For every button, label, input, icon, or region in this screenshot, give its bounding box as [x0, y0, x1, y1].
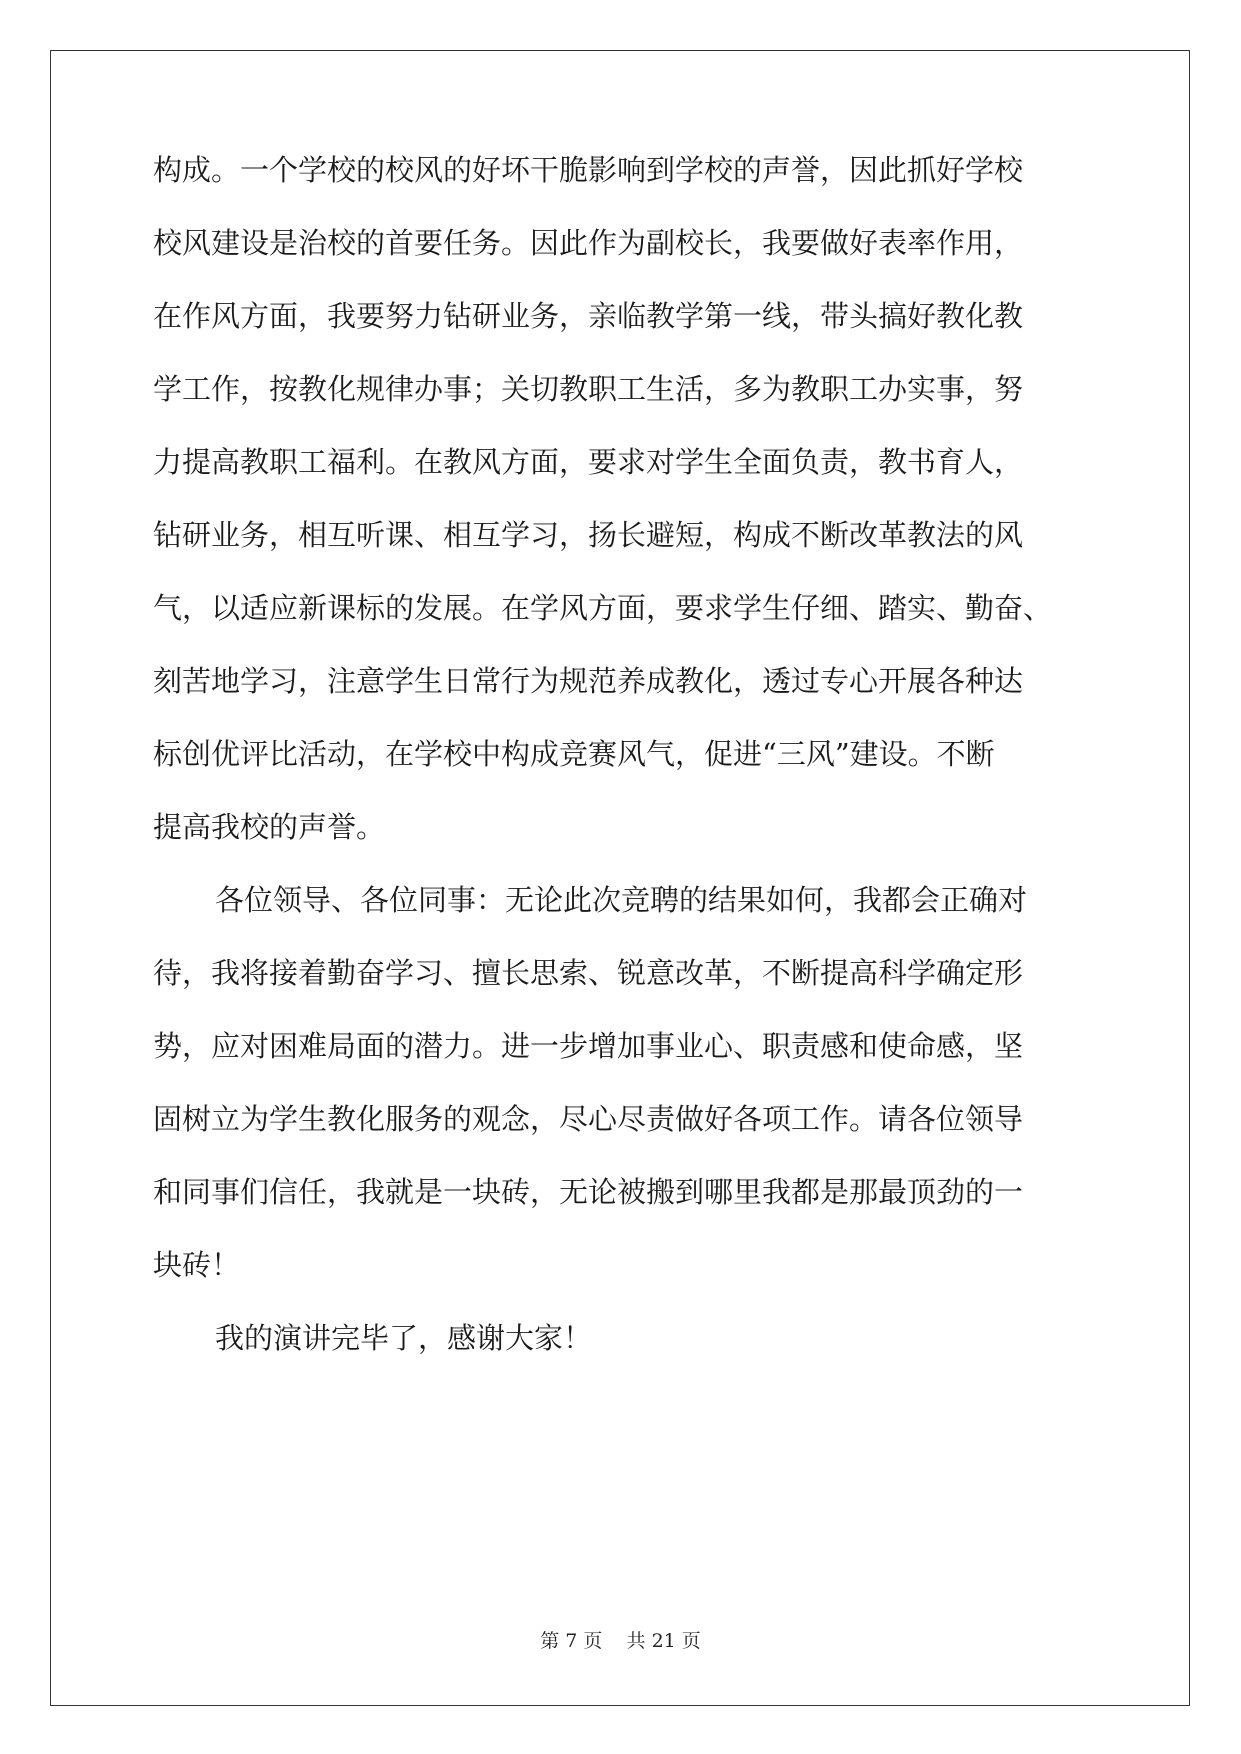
paragraph-line: 提高我校的声誉。	[153, 810, 386, 844]
paragraph-line: 块砖！	[153, 1248, 241, 1282]
paragraph-line: 力提高教职工福利。在教风方面，要求对学生全面负责，教书育人，	[153, 445, 1024, 479]
paragraph-line: 我的演讲完毕了，感谢大家！	[215, 1321, 593, 1355]
paragraph-line: 刻苦地学习，注意学生日常行为规范养成教化，透过专心开展各种达	[153, 664, 1024, 698]
paragraph-line: 构成。一个学校的校风的好坏干脆影响到学校的声誉，因此抓好学校	[153, 153, 1024, 187]
paragraph-line: 各位领导、各位同事：无论此次竞聘的结果如何，我都会正确对	[215, 883, 1028, 917]
paragraph-line: 待，我将接着勤奋学习、擅长思索、锐意改革，不断提高科学确定形	[153, 956, 1024, 990]
page-number-footer: 第 7 页 共 21 页	[540, 1630, 701, 1652]
paragraph-line: 和同事们信任，我就是一块砖，无论被搬到哪里我都是那最顶劲的一	[153, 1175, 1024, 1209]
paragraph-line: 钻研业务，相互听课、相互学习，扬长避短，构成不断改革教法的风	[153, 518, 1024, 552]
paragraph-line: 固树立为学生教化服务的观念，尽心尽责做好各项工作。请各位领导	[153, 1102, 1024, 1136]
paragraph-line: 气，以适应新课标的发展。在学风方面，要求学生仔细、踏实、勤奋、	[153, 591, 1053, 625]
paragraph-line: 势，应对困难局面的潜力。进一步增加事业心、职责感和使命感，坚	[153, 1029, 1024, 1063]
paragraph-line: 校风建设是治校的首要任务。因此作为副校长，我要做好表率作用，	[153, 226, 1024, 260]
paragraph-line: 标创优评比活动，在学校中构成竞赛风气，促进“三风”建设。不断	[153, 737, 995, 771]
paragraph-line: 学工作，按教化规律办事；关切教职工生活，多为教职工办实事，努	[153, 372, 1024, 406]
paragraph-line: 在作风方面，我要努力钻研业务，亲临教学第一线，带头搞好教化教	[153, 299, 1024, 333]
